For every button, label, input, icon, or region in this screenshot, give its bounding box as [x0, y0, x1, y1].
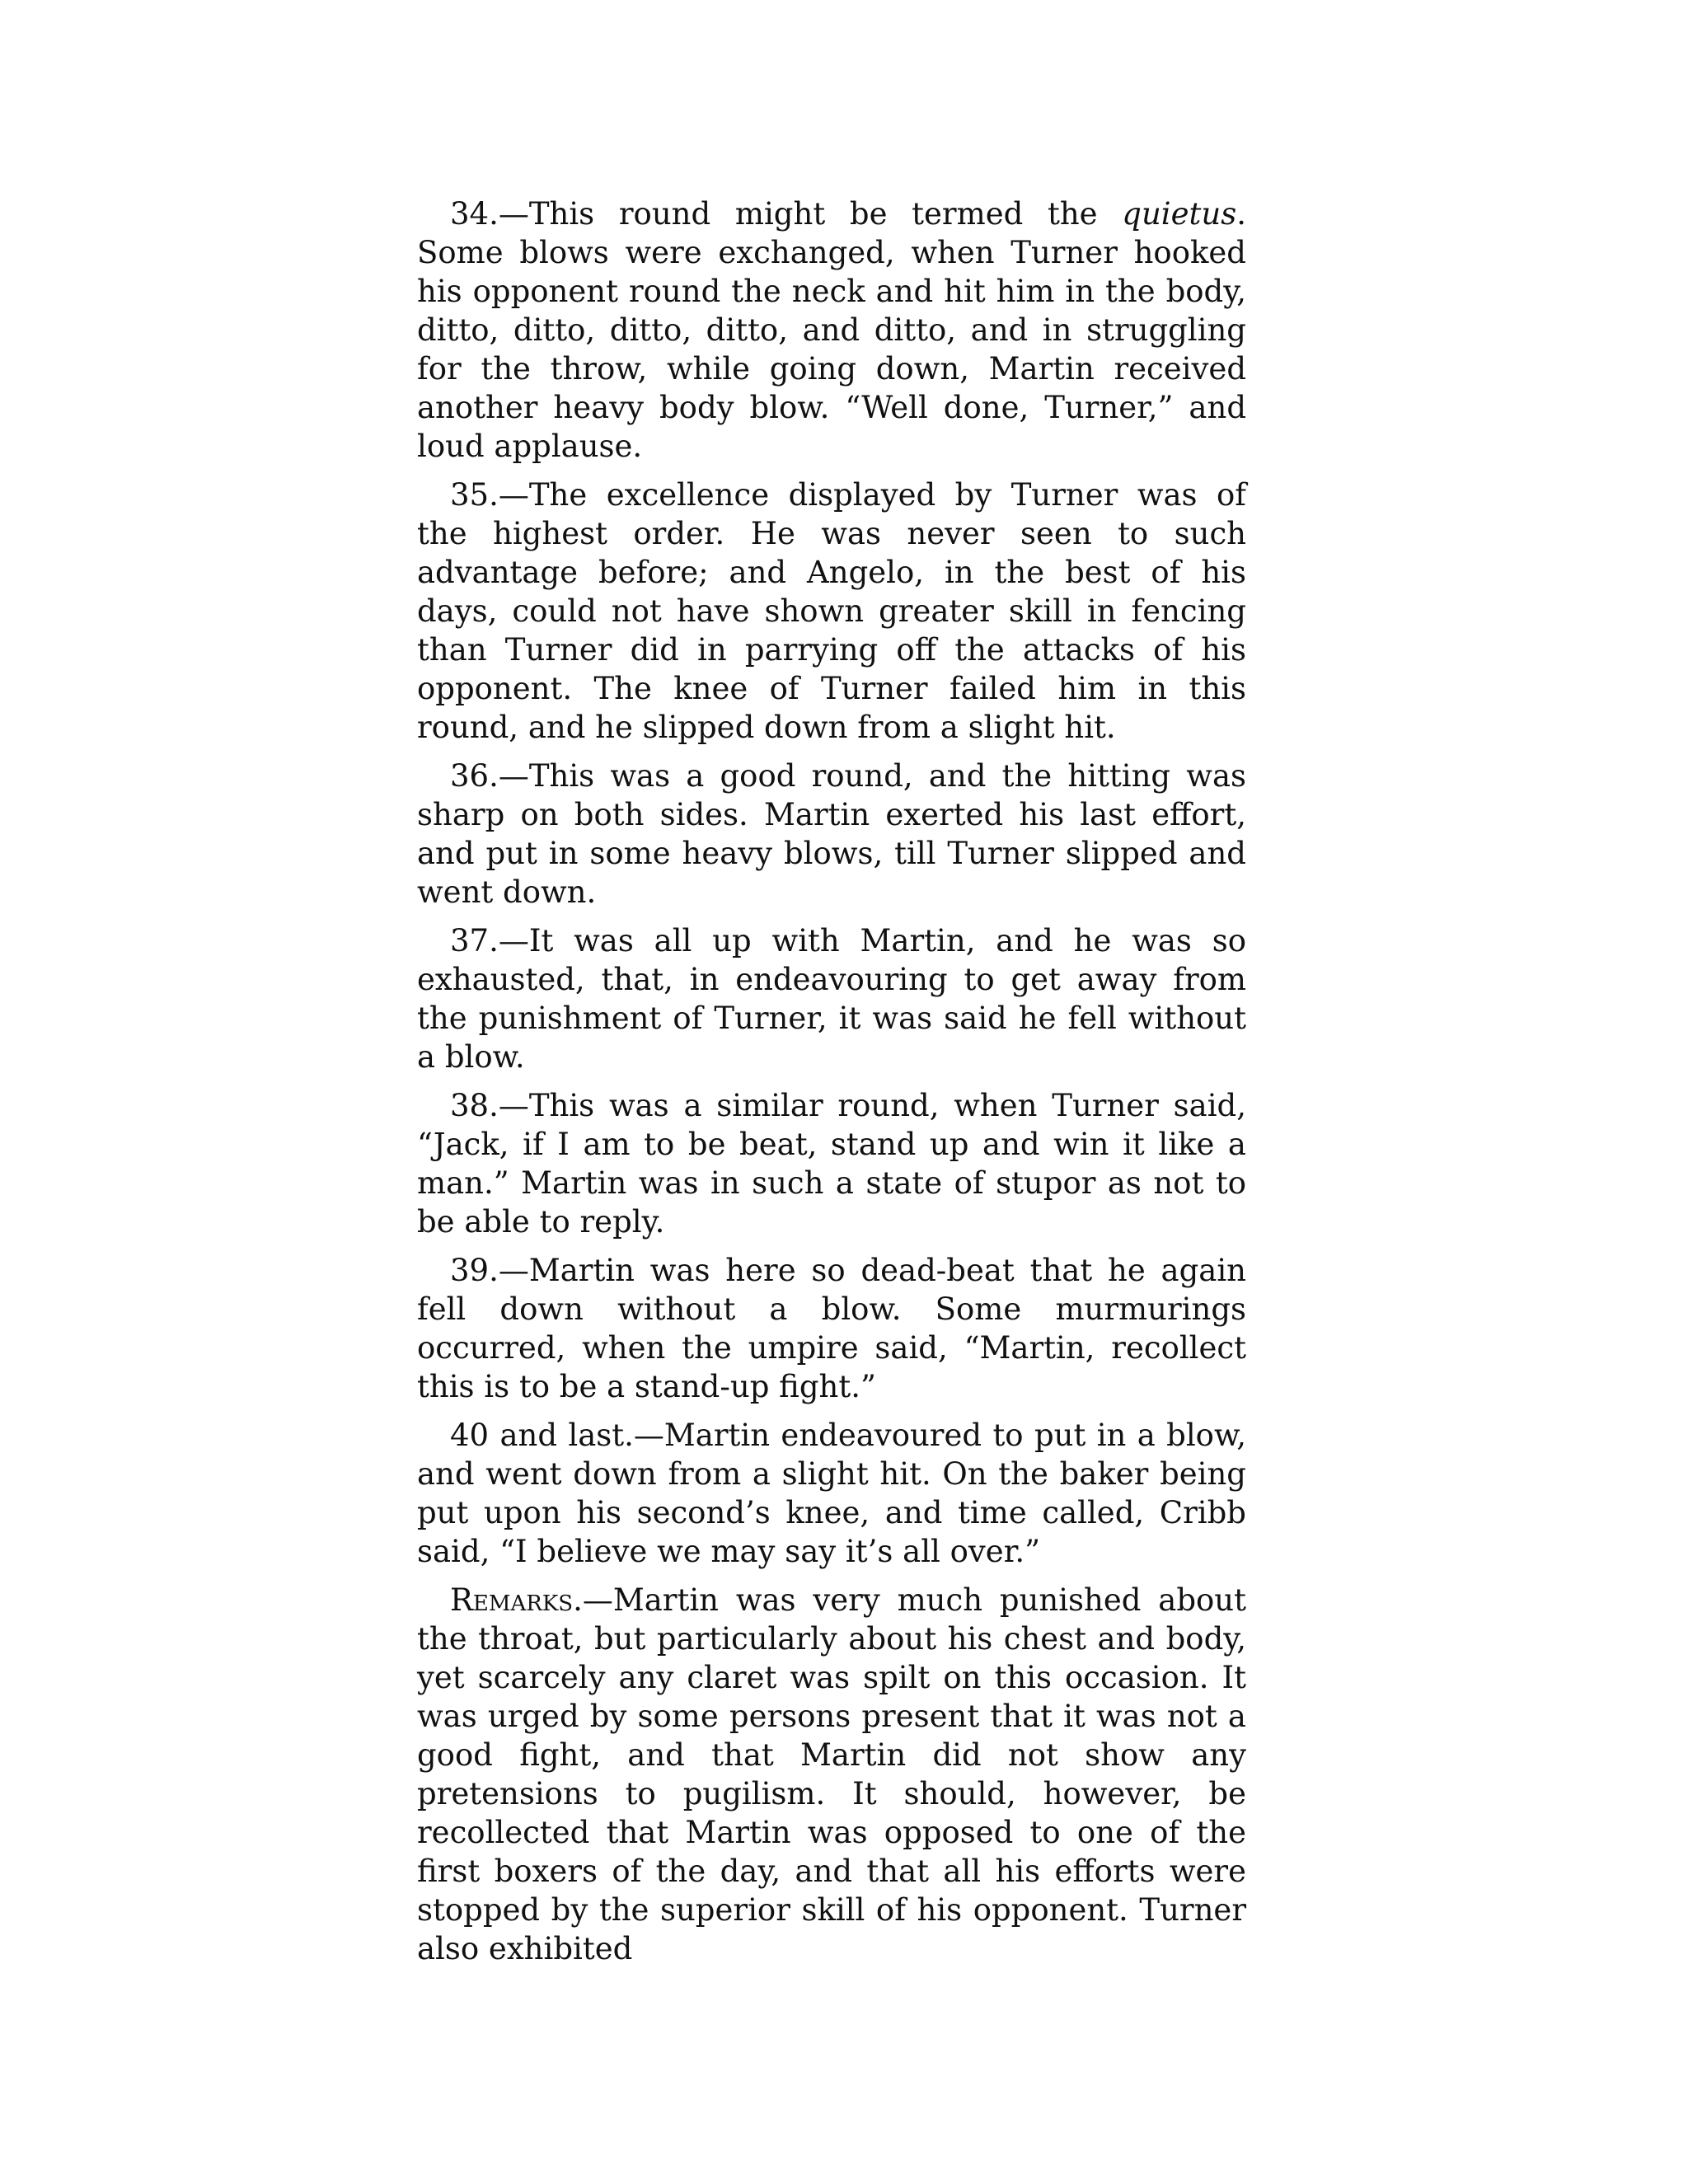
- paragraph-remarks: [417, 1581, 1246, 1968]
- paragraph-text: .—Martin was very much punished about the throat, but particularly about his chest and body, yet scarcely any claret was spilt on this occasion. It was urged by some persons present that it was not a good fight, and that Martin did not show any pretensions to pugilism. It should, however, be recollected that Martin was opposed to one of the first boxers of the day, and that all his efforts were stopped by the superior skill of his opponent. Turner also exhibited: [417, 1582, 1246, 1966]
- paragraph-round-39: 39.—Martin was here so dead-beat that he again fell down without a blow. Some murmurings occurred, when the umpire said, “Martin, recollect this is to be a stand-up fight.”: [417, 1253, 1246, 1404]
- paragraph-lead: 34.—This round might be termed the: [450, 196, 1123, 232]
- emphasis-quietus: quietus: [1122, 196, 1237, 232]
- paragraph-round-37: 37.—It was all up with Martin, and he was so exhausted, that, in endeavouring to get away from the punishment of Turner, it was said he fell without a blow.: [417, 923, 1246, 1075]
- paragraph-round-40: 40 and last.—Martin endeavoured to put in a blow, and went down from a slight hit. On the baker being put upon his second’s knee, and time called, Cribb said, “I believe we may say it’s all over.”: [417, 1418, 1246, 1569]
- paragraph-round-35: 35.—The excellence displayed by Turner was of the highest order. He was never seen to such advantage before; and Angelo, in the best of his days, could not have shown greater skill in fencing than Turner did in parrying off the attacks of his opponent. The knee of Turner failed him in this round, and he slipped down from a slight hit.: [417, 477, 1246, 745]
- paragraph-round-38: 38.—This was a similar round, when Turner said, “Jack, if I am to be beat, stand up and win it like a man.” Martin was in such a state of stupor as not to be able to reply.: [417, 1088, 1246, 1240]
- body-text: [417, 194, 1246, 1978]
- remarks-heading: Remarks: [450, 1582, 574, 1618]
- paragraph-round-36: 36.—This was a good round, and the hitting was sharp on both sides. Martin exerted his last effort, and put in some heavy blows, till Turner slipped and went down.: [417, 758, 1246, 910]
- paragraph-text: . Some blows were exchanged, when Turner hooked his opponent round the neck and hit him in the body, ditto, ditto, ditto, ditto, and ditto, and in struggling for the throw, while going down, Martin received another heavy body blow. “Well done, Turner,” and loud applause.: [417, 196, 1246, 464]
- paragraph-round-34: [417, 194, 1246, 466]
